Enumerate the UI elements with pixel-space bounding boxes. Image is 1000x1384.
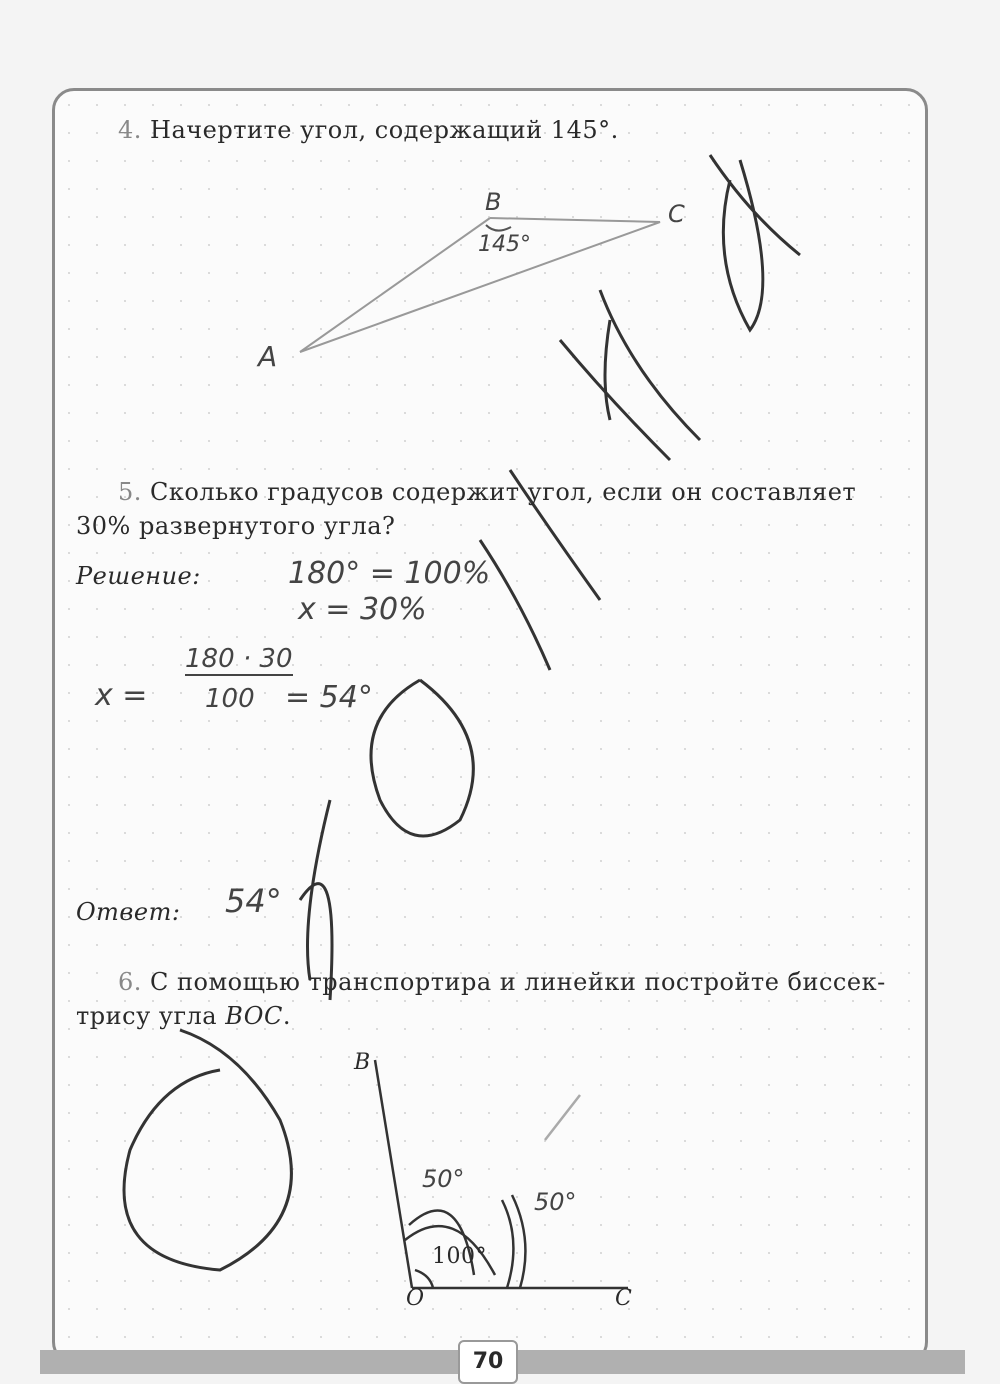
result: = 54° bbox=[285, 680, 373, 715]
answer-label: Ответ: bbox=[76, 898, 181, 926]
eq1: 180° = 100% bbox=[288, 556, 491, 591]
point-a-label: A bbox=[258, 340, 278, 373]
task6-line2: трису угла BOC. bbox=[76, 1002, 291, 1030]
ray-ob bbox=[375, 1060, 412, 1288]
x-eq: x = bbox=[95, 678, 148, 713]
label-50-left: 50° bbox=[422, 1165, 465, 1193]
eq2: x = 30% bbox=[298, 592, 427, 627]
angle-145-label: 145° bbox=[478, 232, 531, 257]
angle-arc bbox=[486, 225, 511, 231]
task5-line2: 30% развернутого угла? bbox=[76, 512, 396, 540]
page-number: 70 bbox=[458, 1340, 518, 1384]
label-50-right: 50° bbox=[534, 1188, 577, 1216]
answer-value: 54° bbox=[225, 882, 282, 920]
bisector-hint bbox=[545, 1095, 580, 1140]
solution-label: Решение: bbox=[76, 562, 201, 590]
point-c-label: C bbox=[668, 200, 685, 228]
point-b-label: B bbox=[485, 188, 502, 216]
task4-heading: 4. Начертите угол, содержащий 145°. bbox=[118, 116, 619, 144]
bisector-diagram bbox=[375, 1060, 628, 1288]
fraction-numerator: 180 · 30 bbox=[185, 644, 293, 674]
task6-line1: 6. С помощью транспортира и линейки постройте биссек- bbox=[118, 968, 886, 996]
arc-50-b bbox=[502, 1195, 525, 1288]
label-o: O bbox=[406, 1286, 425, 1311]
label-b: B bbox=[354, 1050, 371, 1075]
fraction-denominator: 100 bbox=[205, 684, 255, 714]
label-c: C bbox=[615, 1286, 632, 1311]
label-100: 100° bbox=[432, 1244, 487, 1269]
angle-ray-ba bbox=[300, 218, 490, 352]
task5-line1: 5. Сколько градусов содержит угол, если он составляет bbox=[118, 478, 857, 506]
